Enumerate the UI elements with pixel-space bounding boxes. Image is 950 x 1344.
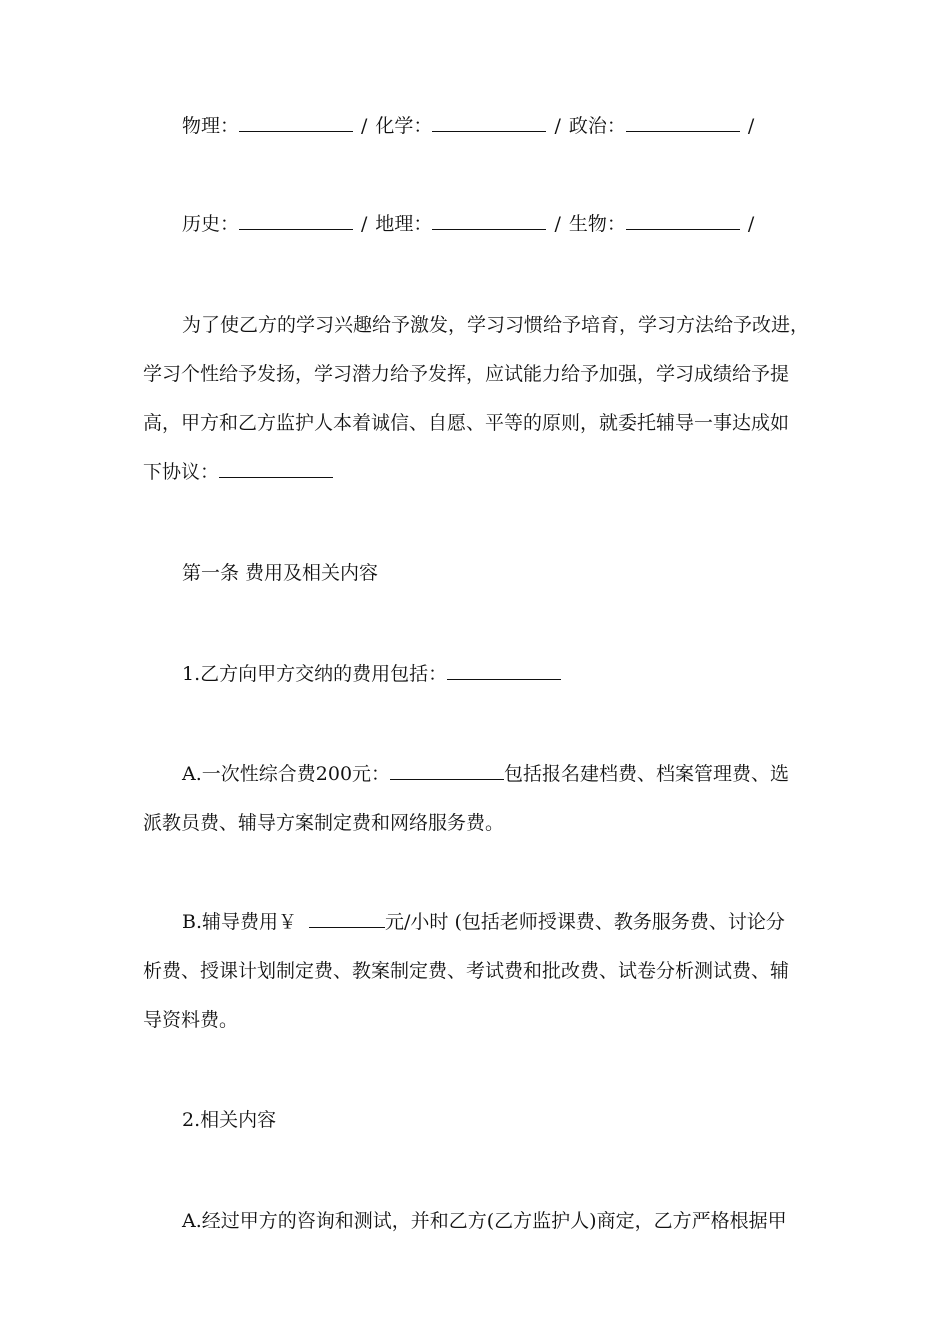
separator: / <box>554 213 561 235</box>
item-1 <box>182 662 561 686</box>
physics-blank <box>239 114 353 132</box>
biology-label: 生物： <box>568 213 626 235</box>
history-label: 历史： <box>182 213 240 235</box>
politics-label: 政治： <box>568 115 626 137</box>
item-a-blank <box>390 762 504 780</box>
item-a-suffix: 包括报名建档费、档案管理费、选 <box>504 763 790 785</box>
physics-label: 物理： <box>182 115 240 137</box>
geography-label: 地理： <box>375 213 433 235</box>
item-a-line-1 <box>182 762 789 786</box>
item-b-line-2: 析费、授课计划制定费、教案制定费、考试费和批改费、试卷分析测试费、辅 <box>143 960 790 982</box>
item-b-line-3: 导资料费。 <box>143 1009 239 1031</box>
geography-blank <box>432 212 546 230</box>
item-b-blank <box>309 910 385 928</box>
intro-line-2: 学习个性给予发扬，学习潜力给予发挥，应试能力给予加强，学习成绩给予提 <box>143 363 790 385</box>
intro-line-3: 高，甲方和乙方监护人本着诚信、自愿、平等的原则，就委托辅导一事达成如 <box>143 412 790 434</box>
chemistry-label: 化学： <box>375 115 433 137</box>
intro-blank <box>219 460 333 478</box>
article-1-heading: 第一条 费用及相关内容 <box>182 562 379 584</box>
intro-line-4 <box>143 460 333 484</box>
intro-line-1: 为了使乙方的学习兴趣给予激发，学习习惯给予培育，学习方法给予改进， <box>182 314 810 336</box>
intro-line-4-text: 下协议： <box>143 461 220 483</box>
item-a-prefix: A.一次性综合费200元： <box>182 763 391 785</box>
politics-blank <box>626 114 740 132</box>
biology-blank <box>626 212 740 230</box>
separator: / <box>554 115 561 137</box>
item-b-suffix: 元/小时 (包括老师授课费、教务服务费、讨论分 <box>385 911 785 933</box>
item-2a: A.经过甲方的咨询和测试，并和乙方(乙方监护人)商定，乙方严格根据甲 <box>182 1210 787 1232</box>
subjects-row-2 <box>182 212 762 236</box>
history-blank <box>239 212 353 230</box>
separator: / <box>361 213 368 235</box>
separator: / <box>747 115 755 137</box>
subjects-row-1 <box>182 114 762 138</box>
item-2: 2.相关内容 <box>182 1109 277 1131</box>
item-a-line-2: 派教员费、辅导方案制定费和网络服务费。 <box>143 812 505 834</box>
chemistry-blank <box>432 114 546 132</box>
item-b-prefix: B.辅导费用￥ <box>182 911 298 933</box>
separator: / <box>361 115 368 137</box>
item-1-blank <box>447 662 561 680</box>
item-b-line-1 <box>182 910 785 934</box>
item-1-text: 1.乙方向甲方交纳的费用包括： <box>182 663 448 685</box>
separator: / <box>747 213 755 235</box>
